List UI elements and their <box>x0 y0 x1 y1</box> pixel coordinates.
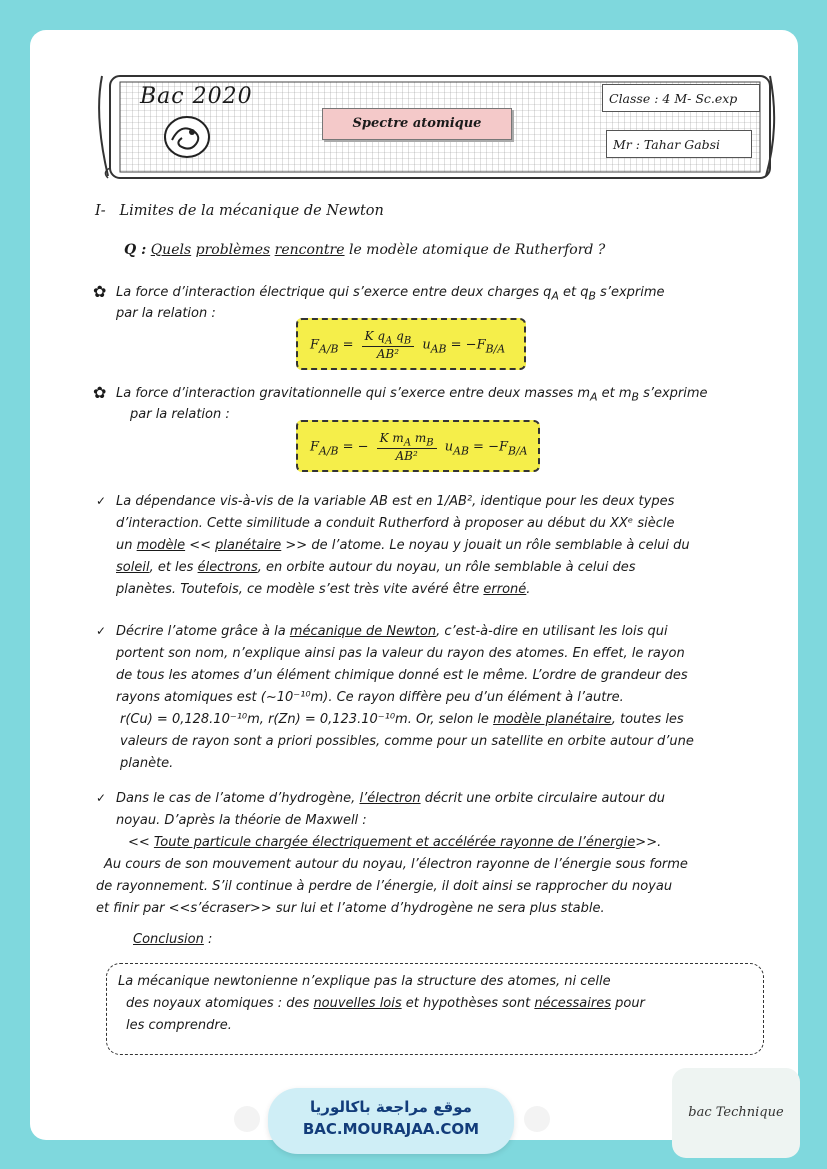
footer-url: BAC.MOURAJAA.COM <box>302 1120 480 1138</box>
para3-line: Au cours de son mouvement autour du noyau, l’électron rayonne de l’énergie sous forme <box>104 857 688 872</box>
gravity-line-2: par la relation : <box>130 407 230 422</box>
para1-line: soleil, et les électrons, en orbite autour du noyau, un rôle semblable à celui des <box>116 560 636 575</box>
question-line <box>124 242 605 258</box>
para1-line: un modèle << planétaire >> de l’atome. Le noyau y jouait un rôle semblable à celui du <box>116 538 690 553</box>
class-label: Classe : 4 M- Sc.exp <box>602 84 760 112</box>
para2-line: planète. <box>120 756 174 771</box>
section-title: Limites de la mécanique de Newton <box>119 203 384 219</box>
checkmark-icon: ✓ <box>96 494 107 508</box>
gravity-line-1: La force d’interaction gravitationnelle qui s’exerce entre deux masses $m_A$ et $m_B$ s’exprime <box>116 386 708 404</box>
site-logo-icon <box>524 1106 550 1132</box>
footer-arabic-text: موقع مراجعة باكالوريا <box>310 1098 472 1116</box>
site-logo-icon <box>234 1106 260 1132</box>
electric-line-2: par la relation : <box>116 306 216 321</box>
question-text: le modèle atomique de Rutherford ? <box>348 242 606 258</box>
section-number: I- <box>95 203 106 219</box>
electric-line-1: La force d’interaction électrique qui s’exerce entre deux charges $q_A$ et $q_B$ s’exprime <box>116 285 665 303</box>
teacher-label: Mr : Tahar Gabsi <box>606 130 752 158</box>
para1-line: d’interaction. Cette similitude a conduit Rutherford à proposer au début du XXᵉ siècle <box>116 516 675 531</box>
question-label: Q : <box>124 242 147 258</box>
question-word: problèmes <box>195 242 271 258</box>
para2-line: de tous les atomes d’un élément chimique donné est le même. L’ordre de grandeur des <box>116 668 688 683</box>
para1-line: planètes. Toutefois, ce modèle s’est très vite avéré être erroné. <box>116 582 531 597</box>
para2-line: r(Cu) = 0,128.10⁻¹⁰m, r(Zn) = 0,123.10⁻¹⁰m. Or, selon le modèle planétaire, toutes les <box>120 712 684 727</box>
bac-technique-badge: bac Technique <box>672 1068 800 1158</box>
checkmark-icon: ✓ <box>96 624 107 638</box>
question-word: rencontre <box>274 242 345 258</box>
dragon-logo-icon <box>162 114 212 160</box>
flower-bullet-icon: ✿ <box>93 383 107 402</box>
conclusion-line: La mécanique newtonienne n’explique pas la structure des atomes, ni celle <box>118 974 611 989</box>
conclusion-label: Conclusion : <box>133 932 213 947</box>
footer-site-link[interactable] <box>268 1088 514 1154</box>
conclusion-line: des noyaux atomiques : des nouvelles lois et hypothèses sont nécessaires pour <box>126 996 645 1011</box>
conclusion-line: les comprendre. <box>126 1018 232 1033</box>
para2-line: valeurs de rayon sont a priori possibles, comme pour un satellite en orbite autour d’une <box>120 734 694 749</box>
para2-line: portent son nom, n’explique ainsi pas la valeur du rayon des atomes. En effet, le rayon <box>116 646 685 661</box>
gravity-formula-box: $F_{A/B}$ = − $\frac{K m_A m_B}{\text{AB²}}$ $u_{AB} = -F_{B/A}$ <box>296 420 540 472</box>
para2-line: Décrire l’atome grâce à la mécanique de Newton, c’est-à-dire en utilisant les lois qui <box>116 624 668 639</box>
para1-line: La dépendance vis-à-vis de la variable AB est en 1/AB², identique pour les deux types <box>116 494 675 509</box>
para3-line: noyau. D’après la théorie de Maxwell : <box>116 813 367 828</box>
electric-formula-box: $F_{A/B}$ = $\frac{K q_A q_B}{\text{AB²}}$ $u_{AB} = -F_{B/A}$ <box>296 318 526 370</box>
checkmark-icon: ✓ <box>96 791 107 805</box>
para3-line: de rayonnement. S’il continue à perdre de l’énergie, il doit ainsi se rapprocher du noyau <box>96 879 673 894</box>
section-heading <box>95 203 384 219</box>
document-title: Spectre atomique <box>322 108 512 140</box>
flower-bullet-icon: ✿ <box>93 282 107 301</box>
question-word: Quels <box>150 242 192 258</box>
bac-year-title: Bac 2020 <box>140 84 253 109</box>
para3-line: << Toute particule chargée électriquement et accélérée rayonne de l’énergie>>. <box>128 835 662 850</box>
para2-line: rayons atomiques est (~10⁻¹⁰m). Ce rayon diffère peu d’un élément à l’autre. <box>116 690 624 705</box>
para3-line: Dans le cas de l’atome d’hydrogène, l’électron décrit une orbite circulaire autour du <box>116 791 665 806</box>
para3-line: et finir par <<s’écraser>> sur lui et l’atome d’hydrogène ne sera plus stable. <box>96 901 605 916</box>
